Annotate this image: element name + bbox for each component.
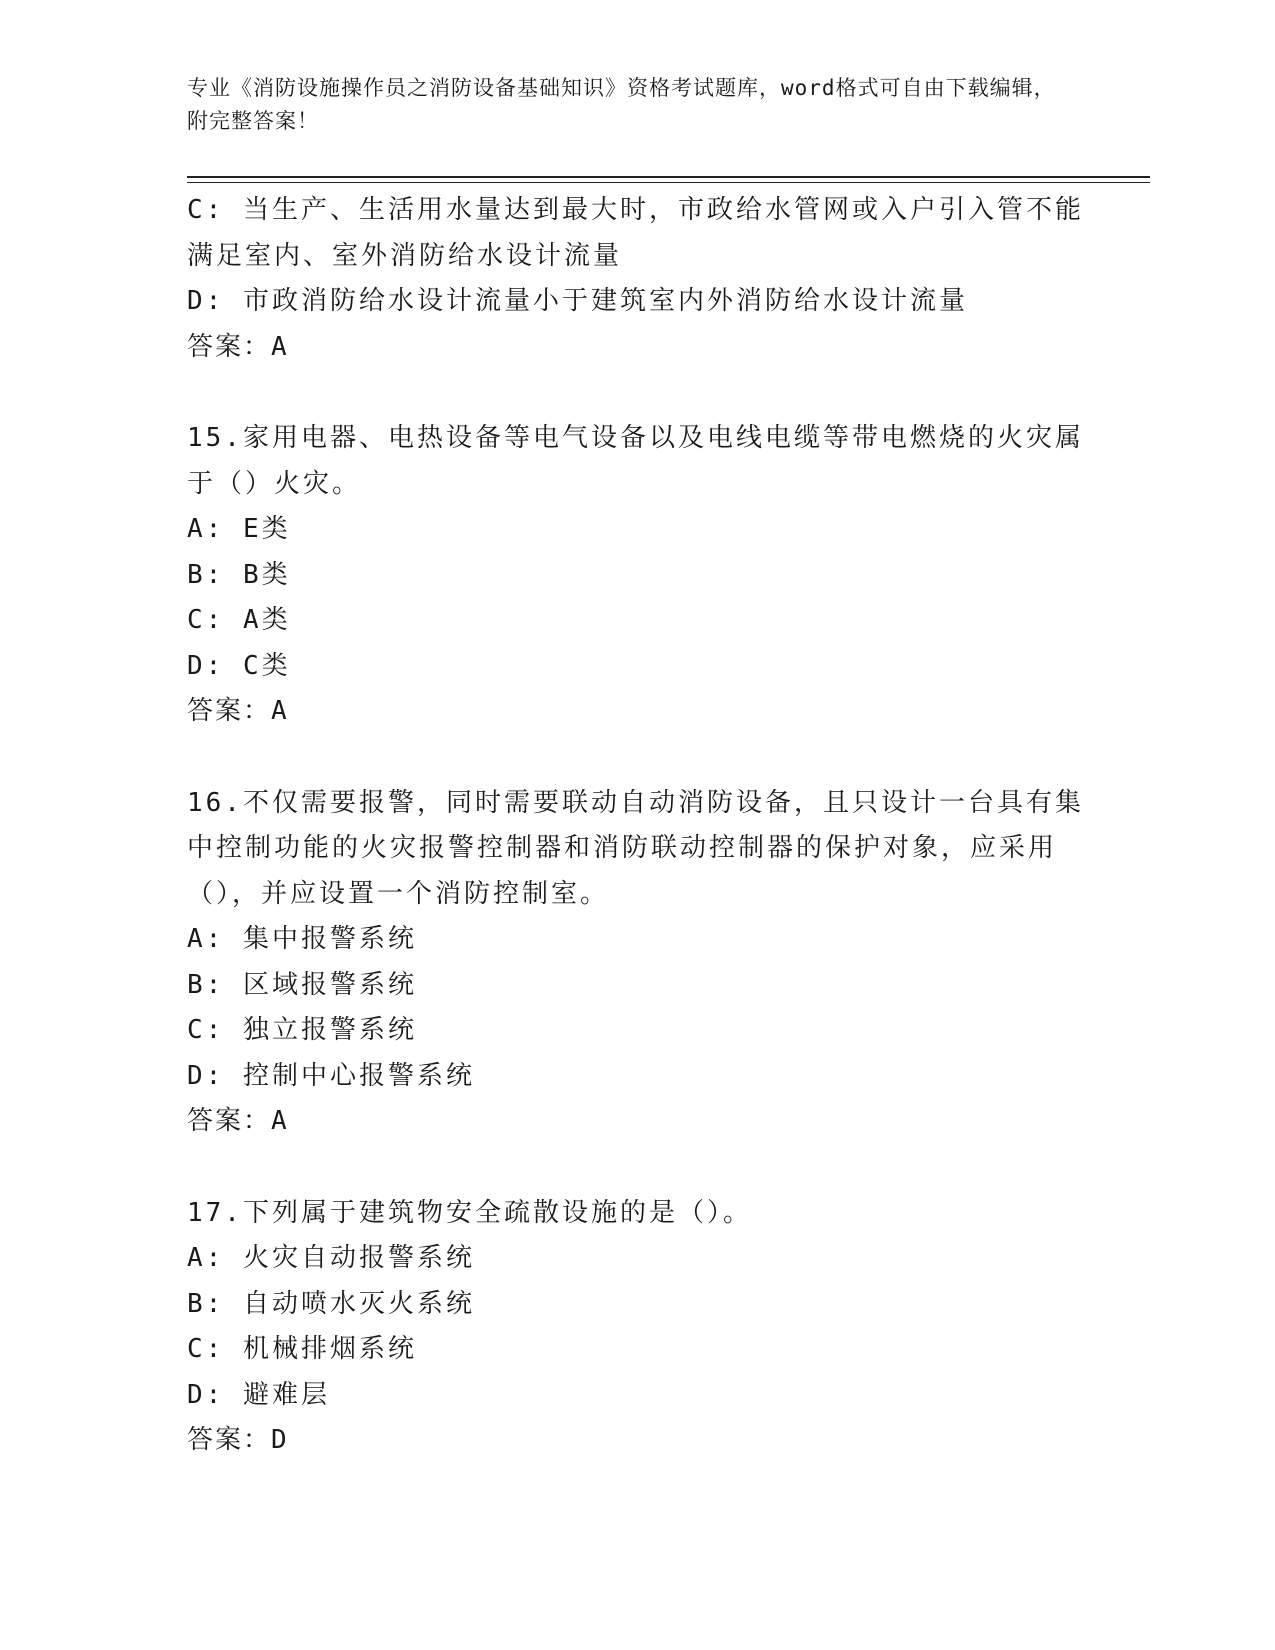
question-continued xyxy=(187,188,1087,370)
answer-value: A xyxy=(271,1106,289,1136)
question-15 xyxy=(187,416,1087,735)
option-b: B: 自动喷水灭火系统 xyxy=(187,1288,475,1319)
option-a: A: 集中报警系统 xyxy=(187,924,417,954)
option-c: C: 机械排烟系统 xyxy=(187,1334,417,1364)
option-c: C: 独立报警系统 xyxy=(187,1015,417,1045)
answer-label: 答案： xyxy=(187,1106,272,1136)
question-17 xyxy=(187,1191,1087,1464)
document-header xyxy=(187,72,1067,138)
option-a: A: 火灾自动报警系统 xyxy=(187,1243,475,1273)
option-d: D: 控制中心报警系统 xyxy=(187,1060,475,1091)
question-stem: 15.家用电器、电热设备等电气设备以及电线电缆等带电燃烧的火灾属于（）火灾。 xyxy=(187,423,1084,499)
option-c: C: A类 xyxy=(187,605,291,635)
question-stem: 17.下列属于建筑物安全疏散设施的是（）。 xyxy=(187,1197,752,1228)
option-b: B: 区域报警系统 xyxy=(187,969,417,1000)
question-16 xyxy=(187,781,1087,1145)
header-divider-thick xyxy=(187,176,1150,178)
answer-label: 答案： xyxy=(187,331,272,362)
header-text: 专业《消防设施操作员之消防设备基础知识》资格考试题库，word格式可自由下载编辑，附完整答案！ xyxy=(187,76,1056,133)
option-a: A: E类 xyxy=(187,514,291,544)
answer-value: D xyxy=(271,1425,289,1455)
answer-value: A xyxy=(271,696,289,726)
option-d: D: C类 xyxy=(187,650,291,681)
answer-label: 答案： xyxy=(187,696,272,726)
answer xyxy=(187,1418,1087,1464)
question-content xyxy=(187,188,1087,1510)
answer-value: A xyxy=(271,331,289,362)
answer xyxy=(187,689,1087,735)
header-divider-thin xyxy=(187,182,1150,183)
answer xyxy=(187,325,1087,371)
option-c: C: 当生产、生活用水量达到最大时，市政给水管网或入户引入管不能满足室内、室外消防给水设计流量 xyxy=(187,195,1084,271)
option-d: D: 市政消防给水设计流量小于建筑室内外消防给水设计流量 xyxy=(187,286,968,316)
option-d: D: 避难层 xyxy=(187,1379,330,1410)
answer xyxy=(187,1099,1087,1145)
answer-label: 答案： xyxy=(187,1425,272,1455)
question-stem: 16.不仅需要报警，同时需要联动自动消防设备，且只设计一台具有集中控制功能的火灾报警控制器和消防联动控制器的保护对象，应采用（），并应设置一个消防控制室。 xyxy=(187,787,1084,909)
option-b: B: B类 xyxy=(187,559,291,590)
